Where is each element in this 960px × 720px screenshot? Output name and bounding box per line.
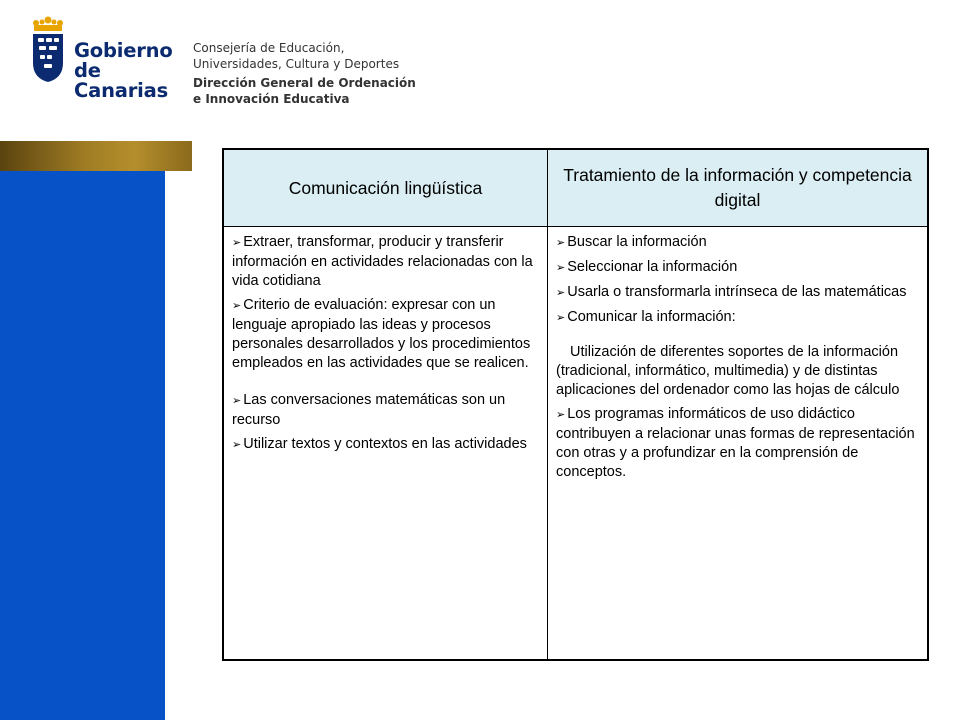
department-name: [193, 40, 416, 107]
arrow-bullet-icon: ➢: [232, 395, 242, 407]
list-item: ➢ Usarla o transformarla intrínseca de las matemáticas: [556, 284, 907, 300]
info-paragraph: Utilización de diferentes soportes de la información (tradicional, informático, multimedia) y de distintas aplicaciones del ordenador como las hojas de cálculo: [556, 343, 900, 398]
dept-line1: Consejería de Educación,: [193, 41, 345, 55]
arrow-bullet-icon: ➢: [556, 237, 566, 249]
list-item: ➢ Comunicar la información:: [556, 309, 736, 325]
competencies-table: [222, 148, 929, 661]
arrow-bullet-icon: ➢: [556, 262, 566, 274]
arrow-bullet-icon: ➢: [556, 312, 566, 324]
dept-line2: Universidades, Cultura y Deportes: [193, 57, 400, 71]
logo-line1: Gobierno: [74, 39, 173, 62]
list-item: ➢ Criterio de evaluación: expresar con un lenguaje apropiado las ideas y procesos personales desarrollados y los procedimientos empleados en las actividades que se realicen.: [232, 297, 531, 371]
logo-line2: de Canarias: [74, 59, 168, 102]
dept-line3: Dirección General de Ordenación: [193, 76, 416, 90]
arrow-bullet-icon: ➢: [232, 439, 242, 451]
list-item: ➢ Seleccionar la información: [556, 259, 738, 275]
list-item: ➢ Utilizar textos y contextos en las actividades: [232, 436, 527, 452]
table-header-row: [223, 149, 928, 227]
col1-header: Comunicación lingüística: [223, 149, 548, 227]
list-item: ➢ Las conversaciones matemáticas son un recurso: [232, 392, 506, 428]
coat-of-arms-icon: [28, 15, 68, 85]
col2-header: Tratamiento de la información y competencia digital: [548, 149, 929, 227]
logo-wordmark: [74, 41, 173, 101]
list-item: ➢ Buscar la información: [556, 234, 707, 250]
dept-line4: e Innovación Educativa: [193, 92, 350, 106]
col2-cell: [548, 227, 929, 661]
col1-cell: [223, 227, 548, 661]
list-item: ➢ Extraer, transformar, producir y transferir información en actividades relacionadas con la vida cotidiana: [232, 234, 533, 289]
list-item: ➢ Los programas informáticos de uso didáctico contribuyen a relacionar unas formas de representación con otras y a profundizar en la comprensión de conceptos.: [556, 405, 915, 480]
arrow-bullet-icon: ➢: [556, 287, 566, 299]
table-row: [223, 227, 928, 661]
arrow-bullet-icon: ➢: [232, 237, 242, 249]
arrow-bullet-icon: ➢: [232, 300, 242, 312]
blue-side-bar: [0, 171, 165, 720]
gold-accent-bar: [0, 141, 192, 171]
arrow-bullet-icon: ➢: [556, 408, 566, 421]
gobierno-de-canarias-logo: [28, 15, 173, 102]
